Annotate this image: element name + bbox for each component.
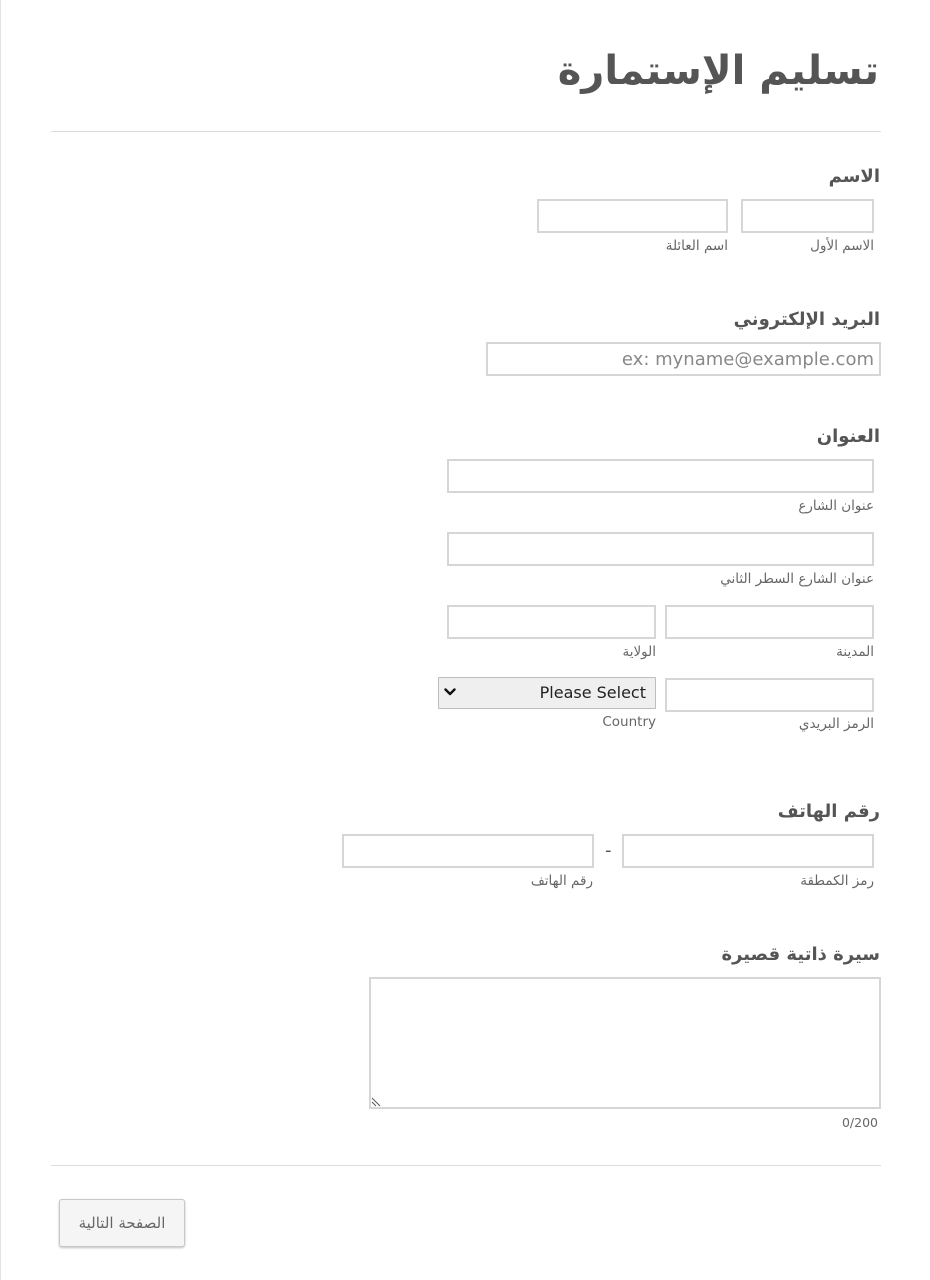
city-input[interactable] [665,605,874,639]
first-name-input[interactable] [741,199,874,233]
name-label: الاسم [828,166,880,187]
last-name-input[interactable] [537,199,728,233]
area-code-sublabel: رمز الكمطقة [800,873,874,889]
country-select[interactable] [438,677,656,709]
state-input[interactable] [447,605,656,639]
next-page-button[interactable]: الصفحة التالية [59,1199,185,1247]
address-label: العنوان [816,426,880,447]
page-title: تسليم الإستمارة [557,48,879,94]
email-input[interactable] [486,342,881,376]
footer-divider [51,1165,881,1166]
bio-char-counter: 0/200 [841,1115,878,1130]
zip-sublabel: الرمز البريدي [798,716,874,732]
chevron-down-icon [444,687,456,697]
state-sublabel: الولاية [622,644,656,660]
zip-input[interactable] [665,678,874,712]
phone-number-sublabel: رقم الهاتف [530,873,593,889]
phone-number-input[interactable] [342,834,594,868]
page-left-border [0,0,1,1280]
area-code-input[interactable] [622,834,874,868]
street-address-input[interactable] [447,459,874,493]
country-select-value: Please Select [539,683,646,702]
city-sublabel: المدينة [836,644,874,660]
bio-textarea[interactable] [369,977,881,1109]
bio-label: سيرة ذاتية قصيرة [721,944,880,965]
last-name-sublabel: اسم العائلة [665,238,728,254]
street-address-line2-input[interactable] [447,532,874,566]
phone-separator: - [605,840,612,861]
resize-grip-icon[interactable] [371,1097,381,1107]
phone-label: رقم الهاتف [777,801,880,822]
title-divider [51,131,881,132]
email-label: البريد الإلكتروني [733,309,880,330]
country-sublabel: Country [602,714,656,730]
street-address-sublabel: عنوان الشارع [798,498,874,514]
first-name-sublabel: الاسم الأول [810,238,874,254]
street-address-line2-sublabel: عنوان الشارع السطر الثاني [720,571,874,587]
